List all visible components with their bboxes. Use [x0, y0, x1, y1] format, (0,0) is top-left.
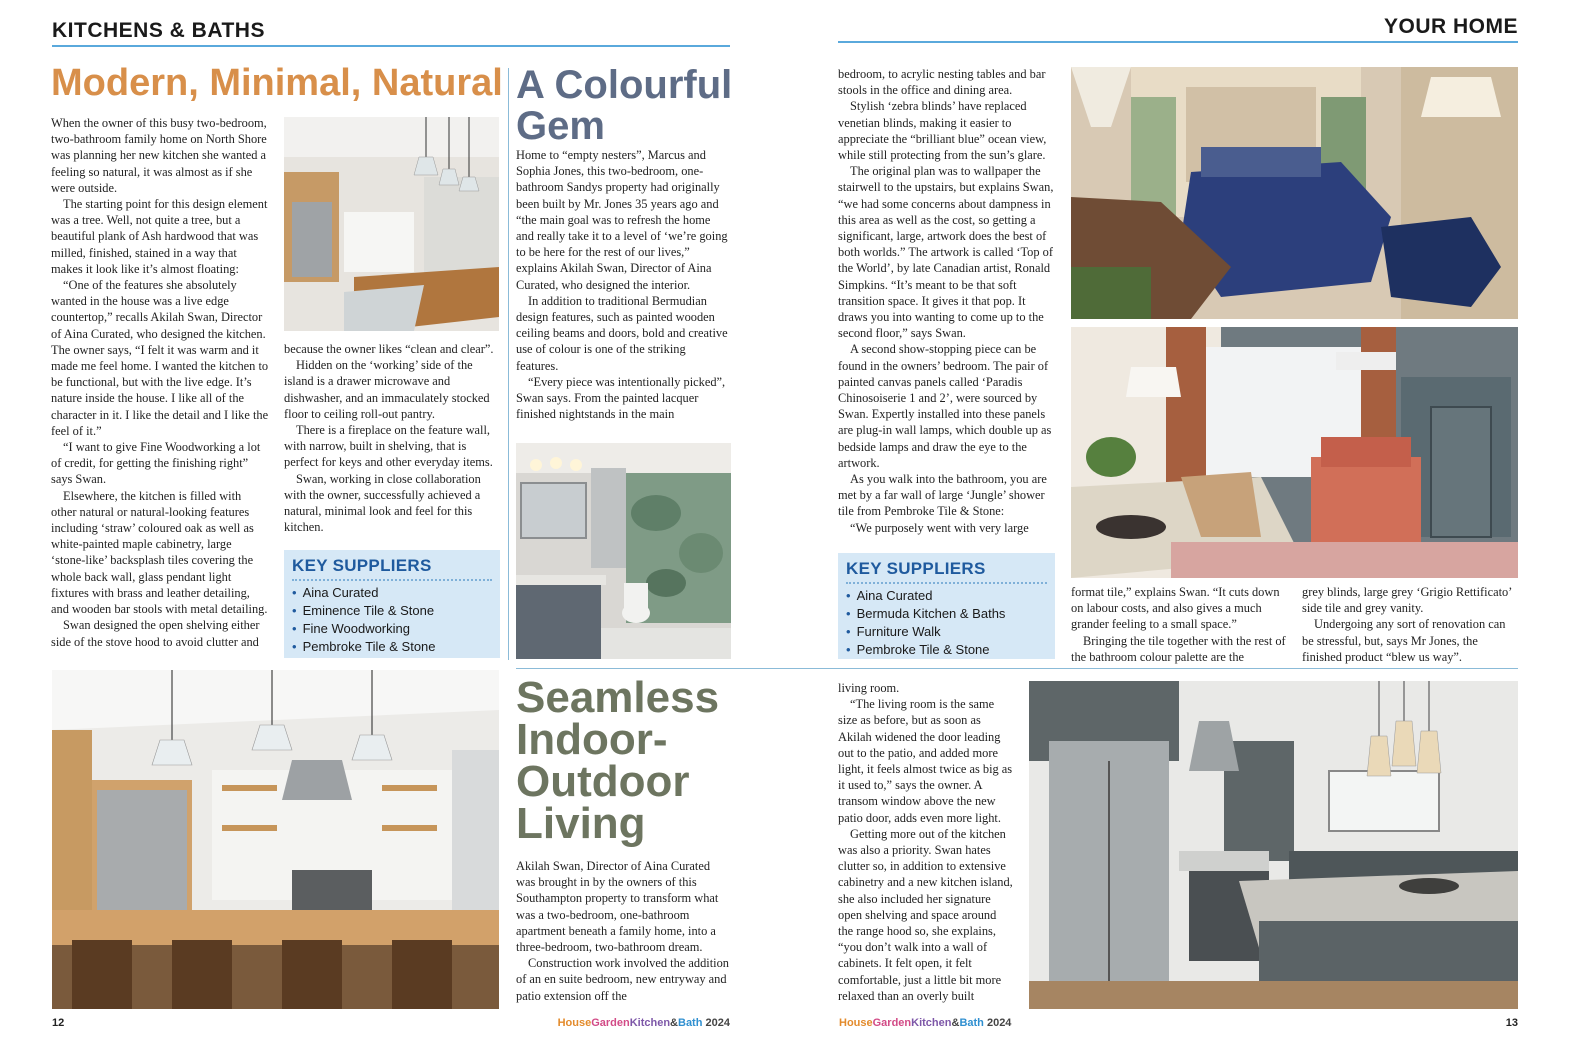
left-section-title: KITCHENS & BATHS — [52, 19, 265, 42]
paragraph: “The living room is the same size as before, but as soon as Akilah widened the door leading out to the patio, and added more light, it feels almost twice as big as it used to,” says the owner. A transom window above the new patio door, adds even more light. — [838, 697, 1013, 825]
paragraph: Elsewhere, the kitchen is filled with other natural or natural-looking features including ‘straw’ coloured oak as well as white-painted maple cabinetry, large ‘stone-like’ backsplash tiles covering the whole back wall, glass pendant light fixtures with brass and leather detailing, and wooden bar stools with metal detailing. — [51, 488, 268, 617]
right-section-title: YOUR HOME — [1383, 15, 1518, 38]
paragraph: because the owner likes “clean and clear”. — [284, 342, 494, 356]
article2-column-1 — [516, 147, 731, 422]
supplier-item: • Furniture Walk — [846, 623, 1047, 641]
article3-column-1 — [516, 858, 731, 1004]
key-suppliers-heading: KEY SUPPLIERS — [292, 556, 492, 581]
article2-title-line: Gem — [516, 103, 605, 148]
article2-column-3 — [1071, 584, 1291, 665]
paragraph: A second show-stopping piece can be found in the owners’ bedroom. The pair of painted canvas panels called ‘Paradis Chinosoiserie 1 and 2’, were sourced by Swan. Expertly installed into these panels are plug-in wall lamps, which double up as bedside lamps and draw the eye to the artwork. — [838, 342, 1052, 470]
supplier-item: • Eminence Tile & Stone — [292, 602, 492, 620]
paragraph: Swan designed the open shelving either side of the stove hood to avoid clutter and — [51, 618, 260, 649]
paragraph: There is a fireplace on the feature wall, with narrow, built in shelving, that is perfect for keys and other everyday items. — [284, 423, 493, 470]
article2-key-suppliers — [838, 553, 1055, 659]
paragraph: “Every piece was intentionally picked”, Swan says. From the painted lacquer finished nightstands in the main — [516, 374, 726, 422]
paragraph: Hidden on the ‘working’ side of the island is a drawer microwave and dishwasher, and an immaculately stocked floor to ceiling roll-out pantry. — [284, 358, 490, 421]
article1-column-1 — [51, 115, 269, 650]
paragraph: “We purposely went with very large — [850, 520, 1029, 535]
left-footer-brand — [558, 1017, 730, 1029]
right-page-number: 13 — [1505, 1017, 1518, 1029]
article3-title-line: Outdoor — [516, 757, 690, 806]
paragraph: Getting more out of the kitchen was also a priority. Swan hates clutter so, in addition to extensive cabinetry and a new kitchen island, she also included her signature open shelving and space around the range hood so, she explains, “you don’t walk into a wall of cabinets. It felt open, it felt comfortable, just a little bit more relaxed than an overly built — [838, 826, 1013, 1003]
footer-brand-amp: & — [951, 1017, 960, 1029]
right-header-rule — [838, 41, 1518, 43]
paragraph: Bringing the tile together with the rest of the bathroom colour palette are the — [1071, 633, 1286, 664]
article-divider — [516, 668, 1518, 669]
paragraph: “One of the features she absolutely wanted in the house was a live edge countertop,” recalls Akilah Swan, Director of Aina Curated, who designed the kitchen. The owner says, “I felt it was warm and it made me feel home. I wanted the kitchen to be functional, but with the live edge. It’s nature inside the house. I like all of the character in it. I like the detail and I like the feel of it.” — [51, 278, 269, 438]
key-suppliers-heading: KEY SUPPLIERS — [846, 559, 1047, 584]
footer-year: 2024 — [986, 1017, 1012, 1029]
paragraph: Undergoing any sort of renovation can be stressful, but, says Mr Jones, the finished product “blew us way”. — [1302, 617, 1506, 664]
living-room-photo — [1071, 327, 1518, 578]
paragraph: Swan, working in close collaboration with the owner, successfully achieved a natural, minimal look and feel for this kitchen. — [284, 471, 481, 535]
supplier-item: • Pembroke Tile & Stone — [846, 641, 1047, 659]
bedroom-photo — [1071, 67, 1518, 319]
supplier-item: • Fine Woodworking — [292, 620, 492, 638]
paragraph: grey blinds, large grey ‘Grigio Rettificato’ side tile and grey vanity. — [1302, 585, 1512, 616]
footer-brand-garden: Garden — [591, 1017, 630, 1029]
paragraph: bedroom, to acrylic nesting tables and bar stools in the office and dining area. — [838, 67, 1046, 98]
right-footer-brand — [839, 1017, 1011, 1029]
article3-column-2 — [838, 680, 1013, 1004]
supplier-item: • Pembroke Tile & Stone — [292, 638, 492, 656]
paragraph: Akilah Swan, Director of Aina Curated was brought in by the owners of this Southampton property to transform what was a two-bedroom, one-bathroom apartment beneath a family home, into a three-bedroom, two-bathroom dream. — [516, 859, 719, 955]
footer-brand-kitchen: Kitchen — [911, 1017, 952, 1029]
article2-column-4 — [1302, 584, 1518, 665]
supplier-item: • Bermuda Kitchen & Baths — [846, 605, 1047, 623]
article2-title — [516, 65, 732, 147]
column-divider — [508, 68, 509, 660]
paragraph: Home to “empty nesters”, Marcus and Sophia Jones, this two-bedroom, one-bathroom Sandys property had originally been built by Mr. Jones 35 years ago and “the main goal was to refresh the home and really take it to a level of ‘we’re going to be here for the rest of our lives,” explains Akilah Swan, Director of Aina Curated, who designed the interior. — [516, 148, 728, 292]
paragraph: format tile,” explains Swan. “It cuts down on labour costs, and also gives a much grander feeling to a small space.” — [1071, 585, 1280, 632]
paragraph: When the owner of this busy two-bedroom, two-bathroom family home on North Shore was planning her new kitchen she wanted a feeling so natural, it was almost as if she were outside. — [51, 116, 267, 195]
grey-kitchen-photo — [1029, 681, 1518, 1009]
article3-title-line: Indoor- — [516, 715, 668, 764]
paragraph: Construction work involved the addition of an en suite bedroom, new entryway and patio extension off the — [516, 956, 729, 1003]
kitchen-pendant-lights-photo — [52, 670, 499, 1009]
paragraph: The original plan was to wallpaper the stairwell to the upstairs, but explains Swan, “we had some concerns about dampness in this area as well as the cost, so getting a significant, large, artwork does the best of both worlds.” The artwork is called ‘Top of the World’, by late Canadian artist, Ronald Simpkins. “It’s meant to be that soft transition space. It gives it that pop. It draws you into wanting to come up to the second floor,” says Swan. — [838, 164, 1054, 341]
article1-column-2 — [284, 341, 499, 535]
article3-title-line: Living — [516, 799, 646, 848]
footer-brand-bath: Bath — [959, 1017, 984, 1029]
footer-brand-house: House — [557, 1017, 592, 1029]
article3-title — [516, 673, 720, 848]
paragraph: Stylish ‘zebra blinds’ have replaced venetian blinds, making it easier to appreciate the “brilliant blue” ocean view, while still protecting from the sun’s glare. — [838, 99, 1047, 163]
article1-key-suppliers — [284, 550, 500, 658]
footer-brand-house: House — [839, 1017, 873, 1029]
article3-title-line: Seamless — [516, 673, 720, 722]
footer-brand-garden: Garden — [872, 1017, 912, 1029]
paragraph: In addition to traditional Bermudian design features, such as painted wooden ceiling beams and doors, bold and creative use of colour is one of the striking features. — [516, 293, 728, 373]
left-page-number: 12 — [52, 1017, 65, 1029]
paragraph: As you walk into the bathroom, you are met by a far wall of large ‘Jungle’ shower tile from Pembroke Tile & Stone: — [838, 472, 1047, 519]
supplier-item: • Aina Curated — [846, 587, 1047, 605]
bathroom-jungle-tile-photo — [516, 443, 731, 659]
kitchen-live-edge-photo — [284, 117, 499, 331]
supplier-item: • Aina Curated — [292, 584, 492, 602]
footer-brand-bath: Bath — [678, 1017, 703, 1029]
left-header-rule — [52, 45, 730, 47]
article2-title-line: A Colourful — [516, 63, 733, 107]
footer-year: 2024 — [705, 1017, 730, 1029]
paragraph: living room. — [838, 681, 900, 695]
article1-title: Modern, Minimal, Natural — [51, 62, 503, 104]
article2-column-2 — [838, 66, 1055, 536]
footer-brand-kitchen: Kitchen — [629, 1017, 671, 1029]
paragraph: The starting point for this design element was a tree. Well, not quite a tree, but a beautiful plank of Ash hardwood that was milled, finished, stained in a way that makes it look like it’s almost floating: — [51, 197, 268, 276]
paragraph: “I want to give Fine Woodworking a lot of credit, for getting the finishing right” says Swan. — [51, 440, 261, 487]
footer-brand-amp: & — [670, 1017, 678, 1029]
